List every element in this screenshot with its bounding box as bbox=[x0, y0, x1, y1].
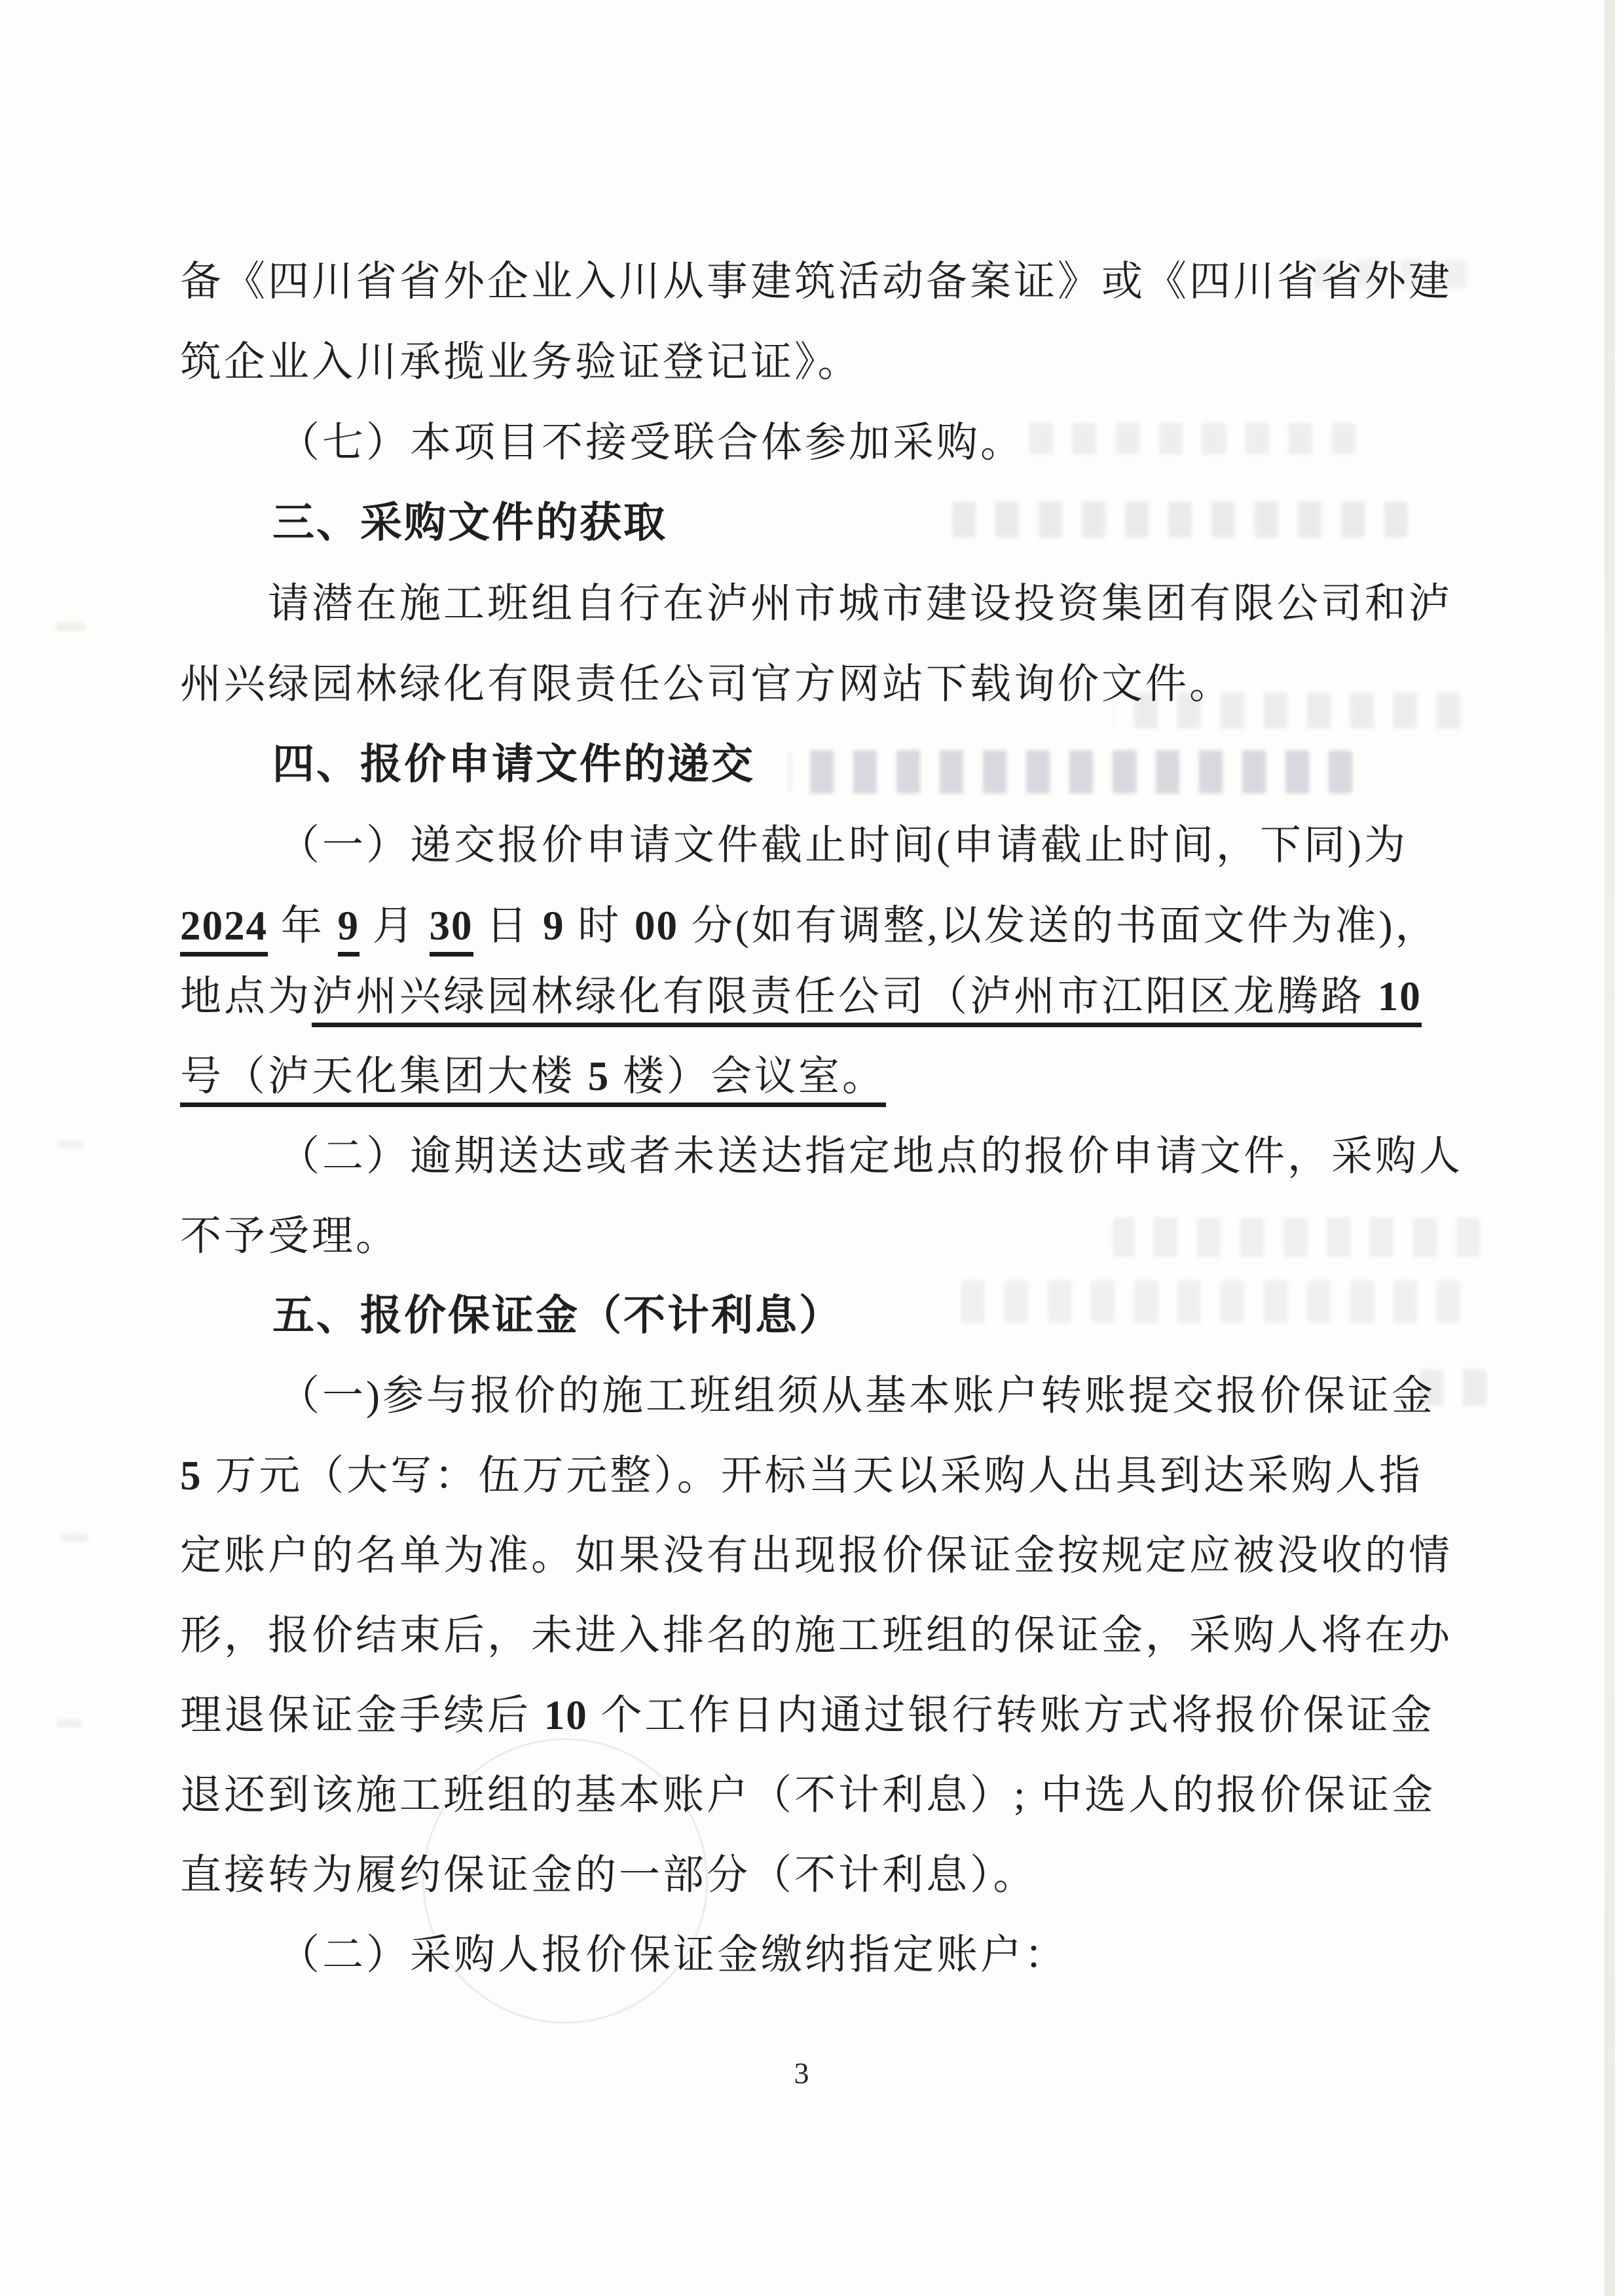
section-heading bbox=[180, 499, 1556, 549]
text-segment: （七）本项目不接受联合体参加采购。 bbox=[278, 420, 1024, 465]
text-segment: 州兴绿园林绿化有限责任公司官方网站下载询价文件。 bbox=[180, 661, 1233, 707]
document-line bbox=[180, 821, 1562, 869]
text-segment: 2024 bbox=[180, 903, 268, 957]
text-segment: 筑企业入川承揽业务验证登记证》。 bbox=[180, 339, 862, 385]
text-segment: 9 bbox=[543, 903, 565, 949]
document-line bbox=[180, 418, 1562, 467]
text-segment: 年 bbox=[268, 903, 338, 949]
text-segment: 不予受理。 bbox=[180, 1213, 399, 1259]
document-line bbox=[180, 257, 1464, 306]
document-line bbox=[180, 1851, 1464, 1899]
document-line bbox=[180, 1132, 1562, 1180]
document-line bbox=[180, 1052, 1464, 1101]
text-segment: 9 bbox=[338, 903, 360, 957]
document-line bbox=[180, 1771, 1464, 1819]
text-segment: （二）采购人报价保证金缴纳指定账户： bbox=[278, 1932, 1068, 1978]
document-line bbox=[180, 660, 1464, 708]
scan-speck bbox=[60, 1533, 89, 1542]
document-line bbox=[180, 1451, 1464, 1500]
scan-speck bbox=[56, 622, 86, 631]
text-segment: 退还到该施工班组的基本账户（不计利息）; 中选人的报价保证金 bbox=[180, 1772, 1436, 1818]
document-line bbox=[180, 579, 1551, 628]
text-segment: 个工作日内通过银行转账方式将报价保证金 bbox=[587, 1692, 1435, 1738]
section-heading bbox=[180, 740, 1556, 790]
text-segment: 万元（大写：伍万元整）。开标当天以采购人出具到达采购人指 bbox=[202, 1453, 1423, 1499]
text-segment: 日 bbox=[473, 903, 543, 949]
text-segment: 30 bbox=[430, 903, 473, 957]
document-line bbox=[180, 338, 1464, 386]
text-segment: 请潜在施工班组自行在泸州市城市建设投资集团有限公司和泸 bbox=[268, 581, 1452, 627]
document-line bbox=[180, 1931, 1562, 1979]
text-segment: 10 bbox=[544, 1692, 588, 1738]
text-segment: 地点为 bbox=[180, 974, 312, 1019]
document-line bbox=[180, 1531, 1464, 1580]
text-segment: 五、报价保证金（不计利息） bbox=[272, 1292, 843, 1340]
text-segment: 00 bbox=[635, 903, 678, 949]
text-segment: 月 bbox=[360, 903, 430, 949]
text-segment: 楼）会议室。 bbox=[610, 1053, 886, 1107]
text-segment: 备《四川省省外企业入川从事建筑活动备案证》或《四川省省外建 bbox=[180, 259, 1452, 304]
text-segment: （一)参与报价的施工班组须从基本账户转账提交报价保证金 bbox=[278, 1373, 1435, 1419]
document-line bbox=[180, 1691, 1464, 1740]
page-number: 3 bbox=[794, 2056, 809, 2090]
text-segment: 四、报价申请文件的递交 bbox=[272, 740, 755, 789]
text-segment: 5 bbox=[180, 1453, 202, 1499]
scanner-edge-stripe bbox=[1604, 0, 1615, 2296]
text-segment: 三、采购文件的获取 bbox=[272, 499, 667, 547]
text-segment: （一）递交报价申请文件截止时间(申请截止时间，下同)为 bbox=[278, 822, 1408, 868]
document-line bbox=[180, 902, 1464, 950]
document-line bbox=[180, 1611, 1464, 1660]
text-segment: 理退保证金手续后 bbox=[180, 1692, 544, 1738]
text-segment: 分(如有调整,以发送的书面文件为准)， bbox=[678, 903, 1439, 949]
text-segment: （二）逾期送达或者未送达指定地点的报价申请文件，采购人 bbox=[278, 1133, 1463, 1179]
section-heading bbox=[180, 1292, 1556, 1341]
text-segment: 形，报价结束后，未进入排名的施工班组的保证金，采购人将在办 bbox=[180, 1613, 1452, 1658]
document-line bbox=[180, 1372, 1562, 1420]
document-line bbox=[180, 972, 1464, 1021]
text-segment: 号（泸天化集团大楼 bbox=[180, 1053, 588, 1107]
document-line bbox=[180, 1212, 1464, 1260]
text-segment: 5 bbox=[588, 1053, 610, 1107]
text-block bbox=[180, 0, 1464, 2296]
text-segment: 10 bbox=[1378, 974, 1422, 1027]
text-segment: 直接转为履约保证金的一部分（不计利息）。 bbox=[180, 1852, 1037, 1898]
scan-speck bbox=[58, 1140, 84, 1149]
text-segment: 定账户的名单为准。如果没有出现报价保证金按规定应被没收的情 bbox=[180, 1533, 1452, 1578]
text-segment: 泸州兴绿园林绿化有限责任公司（泸州市江阳区龙腾路 bbox=[312, 974, 1378, 1027]
scan-speck bbox=[56, 1719, 83, 1728]
text-segment: 时 bbox=[564, 903, 635, 949]
